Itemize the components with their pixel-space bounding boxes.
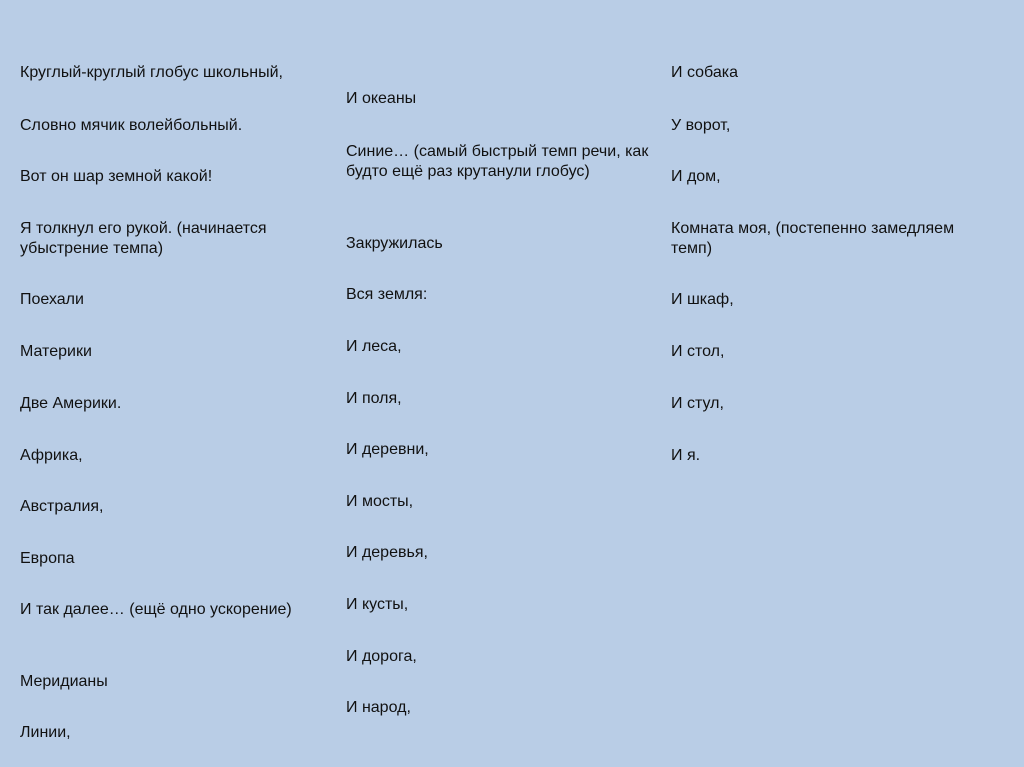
poem-line: Синие… (самый быстрый темп речи, как будто ещё раз крутанули глобус) bbox=[346, 143, 649, 180]
poem-line: Вся земля: bbox=[346, 286, 428, 303]
poem-line: И так далее… (ещё одно ускорение) bbox=[20, 601, 292, 618]
poem-line: Австралия, bbox=[20, 498, 104, 515]
poem-line: И народ, bbox=[346, 699, 411, 716]
poem-line: И шкаф, bbox=[671, 291, 734, 308]
poem-line: Вот он шар земной какой! bbox=[20, 168, 213, 185]
poem-line: Линии, bbox=[20, 724, 71, 741]
poem-line: Меридианы bbox=[20, 673, 108, 690]
poem-line: Материки bbox=[20, 343, 92, 360]
poem-line: И океаны bbox=[346, 90, 417, 107]
poem-line: И деревни, bbox=[346, 441, 429, 458]
poem-line: И я. bbox=[671, 447, 701, 464]
poem-line: И стол, bbox=[671, 343, 725, 360]
poem-line: У ворот, bbox=[671, 117, 731, 134]
poem-line: И кусты, bbox=[346, 596, 409, 613]
poem-line: Я толкнул его рукой. (начинается убыстрение темпа) bbox=[20, 220, 267, 257]
poem-line: И деревья, bbox=[346, 544, 428, 561]
poem-line: И мосты, bbox=[346, 493, 414, 510]
poem-line: И поля, bbox=[346, 390, 402, 407]
poem-line: Круглый-круглый глобус школьный, bbox=[20, 64, 283, 81]
poem-line: И дорога, bbox=[346, 648, 417, 665]
poem-line: И леса, bbox=[346, 338, 402, 355]
poem-line: Закружилась bbox=[346, 235, 443, 252]
poem-line: Две Америки. bbox=[20, 395, 122, 412]
poem-line: Европа bbox=[20, 550, 75, 567]
poem-line: И стул, bbox=[671, 395, 724, 412]
poem-line: Поехали bbox=[20, 291, 84, 308]
poem-line: И собака bbox=[671, 64, 738, 81]
poem-line: И дом, bbox=[671, 168, 721, 185]
poem-line: Африка, bbox=[20, 447, 83, 464]
poem-line: Комната моя, (постепенно замедляем темп) bbox=[671, 220, 955, 257]
poem-line: Словно мячик волейбольный. bbox=[20, 117, 243, 134]
